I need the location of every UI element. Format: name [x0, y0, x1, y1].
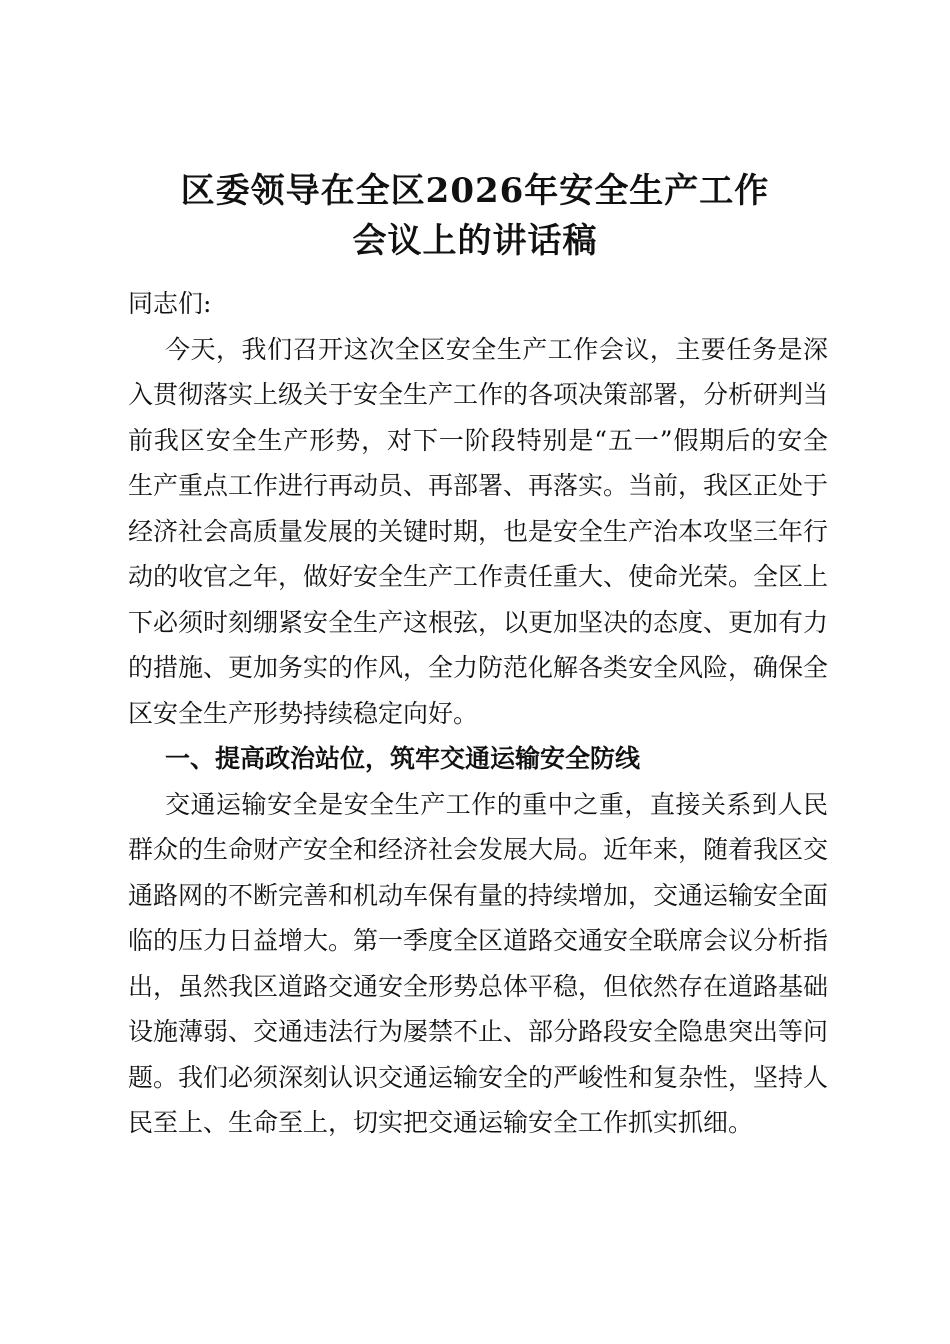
title-line-1: 区委领导在全区2026年安全生产工作 — [180, 171, 770, 211]
paragraph-intro: 今天，我们召开这次全区安全生产工作会议，主要任务是深入贯彻落实上级关于安全生产工作的各项决策部署，分析研判当前我区安全生产形势，对下一阶段特别是“五一”假期后的安全生产重点工作进行再动员、再部署、再落实。当前，我区正处于经济社会高质量发展的关键时期，也是安全生产治本攻坚三年行动的收官之年，做好安全生产工作责任重大、使命光荣。全区上下必须时刻绷紧安全生产这根弦，以更加坚决的态度、更加有力的措施、更加务实的作风，全力防范化解各类安全风险，确保全区安全生产形势持续稳定向好。 — [128, 334, 829, 728]
section-heading-1: 一、提高政治站位，筑牢交通运输安全防线 — [165, 744, 641, 773]
title-line-2: 会议上的讲话稿 — [352, 221, 598, 261]
document-title — [0, 166, 950, 266]
document-body — [128, 281, 828, 1146]
salutation: 同志们: — [128, 289, 212, 318]
paragraph-traffic-safety: 交通运输安全是安全生产工作的重中之重，直接关系到人民群众的生命财产安全和经济社会发展大局。近年来，随着我区交通路网的不断完善和机动车保有量的持续增加，交通运输安全面临的压力日益增大。第一季度全区道路交通安全联席会议分析指出，虽然我区道路交通安全形势总体平稳，但依然存在道路基础设施薄弱、交通违法行为屡禁不止、部分路段安全隐患突出等问题。我们必须深刻认识交通运输安全的严峻性和复杂性，坚持人民至上、生命至上，切实把交通运输安全工作抓实抓细。 — [128, 789, 829, 1137]
